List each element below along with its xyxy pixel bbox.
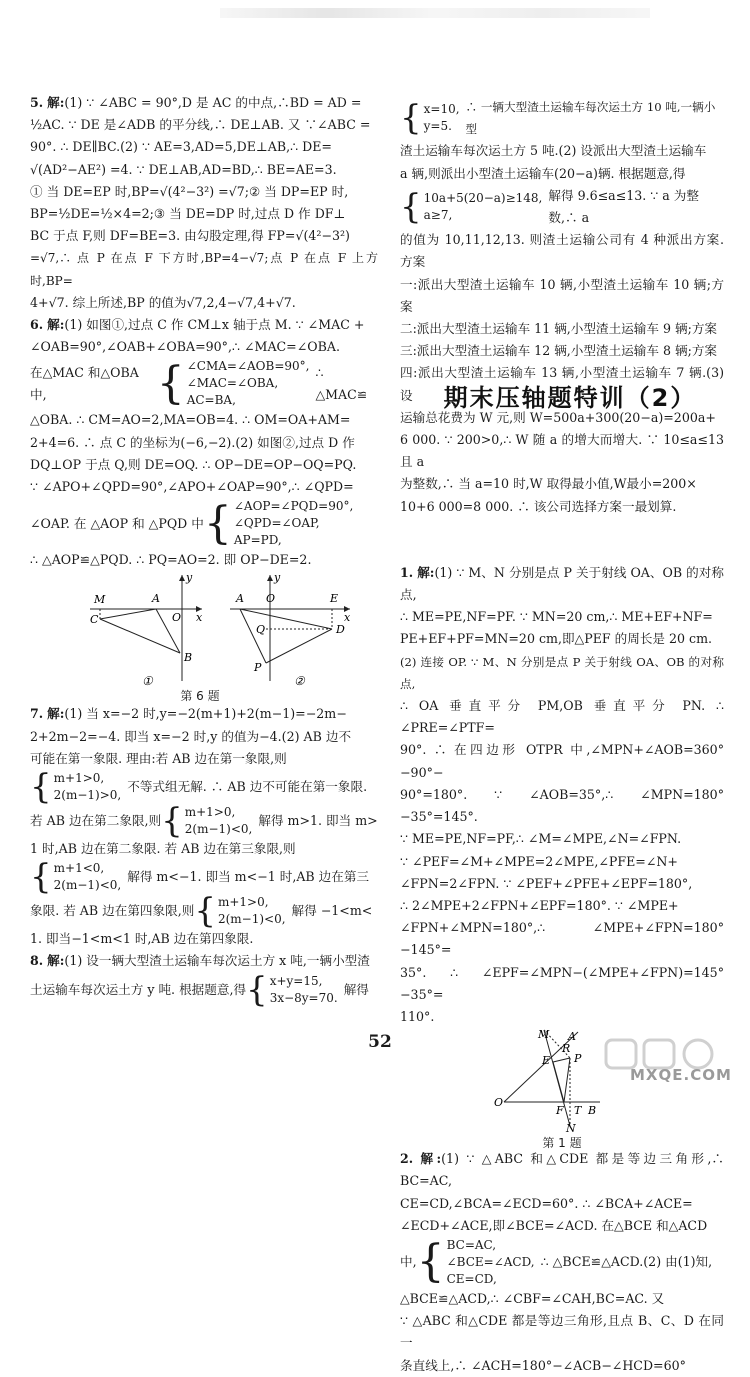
- point-label: B: [588, 1104, 597, 1118]
- answer-text: 四:派出大型渣土运输车 13 辆,小型渣土运输车 7 辆.(3) 设: [400, 365, 724, 403]
- answer-text: ∴ 2∠MPE+2∠FPN+∠EPF=180°. ∵ ∠MPE+: [400, 897, 679, 913]
- point-label: O: [266, 592, 276, 606]
- system-lines: [447, 1237, 535, 1288]
- axis-label: y: [186, 571, 193, 585]
- answer-text: △BCE≌△ACD,∴ ∠CBF=∠CAH,BC=AC. 又: [400, 1290, 665, 1306]
- answer-text: 1. 即当−1<m<1 时,AB 边在第四象限.: [30, 931, 254, 947]
- point-label: F: [556, 1104, 564, 1118]
- left-brace: {: [400, 187, 422, 228]
- answer-text: 110°.: [400, 1008, 435, 1024]
- figure-1: [90, 571, 203, 688]
- answer-text: 1 时,AB 边在第二象限. 若 AB 边在第三象限,则: [30, 841, 296, 857]
- left-brace: {: [416, 1236, 445, 1288]
- figure-number: ①: [142, 674, 153, 689]
- system-lines: [54, 770, 122, 804]
- system-line: ∠AOP=∠PQD=90°,: [233, 499, 354, 514]
- answer-text: 90°. ∴ 在四边形 OTPR 中,∠MPN+∠AOB=360°−90°−: [400, 742, 724, 780]
- system-line: 2(m−1)<0,: [217, 912, 286, 927]
- answer-text: 6 000. ∵ 200>0,∴ W 随 a 的增大而增大. ∵ 10≤a≤13 且 a: [400, 432, 724, 470]
- question-number: 8.: [30, 953, 44, 969]
- answer-text: ∠OAP. 在 △AOP 和 △PQD 中: [30, 515, 204, 531]
- segment: [100, 619, 180, 653]
- question-5: [30, 92, 378, 314]
- system-line: m+1>0,: [184, 805, 236, 820]
- equation-system: [30, 969, 378, 1010]
- answer-text: 条直线上,∴ ∠ACH=180°−∠ACB−∠HCD=60°: [400, 1357, 686, 1373]
- point-label: E: [542, 1054, 551, 1068]
- answer-text: 渣土运输车每次运土方 5 吨.(2) 设派出大型渣土运输车: [400, 143, 707, 159]
- point-label: N: [566, 1122, 576, 1133]
- left-brace: {: [30, 767, 52, 808]
- point-label: A: [236, 592, 244, 606]
- system-line: 3x−8y=70.: [269, 990, 338, 1005]
- segment: [266, 629, 332, 663]
- point-label: E: [330, 592, 339, 606]
- question-number: 2.: [400, 1151, 414, 1167]
- point-label: A: [568, 1030, 576, 1044]
- point-label: C: [90, 613, 99, 627]
- point-label: P: [254, 661, 262, 675]
- point-label: R: [562, 1042, 571, 1056]
- answer-text: 一:派出大型渣土运输车 10 辆,小型渣土运输车 10 辆;方案: [400, 276, 724, 314]
- system-line: ∠QPD=∠OAP,: [233, 516, 320, 531]
- point-label: D: [336, 623, 345, 637]
- answer-text: PE+EF+PF=MN=20 cm,即△PEF 的周长是 20 cm.: [400, 631, 713, 647]
- system-line: x+y=15,: [269, 973, 323, 988]
- segment: [240, 609, 266, 663]
- system-line: m+1>0,: [217, 895, 269, 910]
- point-label: M: [94, 593, 106, 607]
- point-label: P: [574, 1052, 582, 1066]
- figure-q6-diagrams: [30, 571, 370, 689]
- equation-system: [400, 96, 724, 140]
- left-brace: {: [400, 98, 422, 139]
- system-line: 2(m−1)<0,: [53, 878, 122, 893]
- question-6: [30, 314, 378, 703]
- left-brace: {: [203, 497, 232, 549]
- system-lines: [54, 860, 122, 894]
- inequality-system: [30, 857, 378, 898]
- question-8-continued: [400, 96, 724, 518]
- equation-system: [30, 498, 378, 549]
- system-line: m+1>0,: [53, 771, 105, 786]
- segment-PF: [564, 1058, 570, 1102]
- answer-text: 解得 9.6≤a≤13. ∵ a 为整数,∴ a: [548, 187, 699, 226]
- answer-text: 二:派出大型渣土运输车 11 辆,小型渣土运输车 9 辆;方案: [400, 321, 718, 337]
- question-number: 7.: [30, 706, 44, 722]
- inequality-system: [30, 891, 378, 932]
- watermark-glyph: [606, 1040, 636, 1068]
- answer-text: (1) 如图①,过点 C 作 CM⊥x 轴于点 M. ∵ ∠MAC +: [64, 317, 365, 333]
- system-line: m+1<0,: [53, 861, 105, 876]
- page-number: 52: [368, 1032, 392, 1052]
- inequality-system: [400, 185, 724, 229]
- answer-text: ½AC. ∵ DE 是∠ADB 的平分线,∴ DE⊥AB. 又 ∵∠ABC =: [30, 117, 371, 133]
- answer-text: CE=CD,∠BCA=∠ECD=60°. ∴ ∠BCA+∠ACE=: [400, 1195, 693, 1211]
- answer-text: ∵ ∠PEF=∠M+∠MPE=2∠MPE,∠PFE=∠N+: [400, 853, 678, 869]
- system-line: 2(m−1)<0,: [184, 822, 253, 837]
- point-label: O: [172, 611, 182, 625]
- watermark-glyph: [684, 1040, 712, 1068]
- answer-text: (1) ∵ M、N 分别是点 P 关于射线 OA、OB 的对称点,: [400, 564, 724, 603]
- point-label: O: [494, 1096, 504, 1110]
- answer-text: (1) ∵ ∠ABC = 90°,D 是 AC 的中点,∴BD = AD =: [64, 95, 362, 110]
- answer-text: 90°. ∴ DE∥BC.(2) ∵ AE=3,AD=5,DE⊥AB,∴ DE=: [30, 139, 332, 155]
- answer-text: ∴ 一辆大型渣土运输车每次运土方 10 吨,一辆小型: [465, 100, 716, 137]
- point-label: Q: [256, 623, 266, 637]
- answer-text: 解得: [343, 981, 369, 997]
- answer-text: ① 当 DE=EP 时,BP=√(4²−3²) =√7;② 当 DP=EP 时,: [30, 183, 349, 199]
- system-line: AP=PD,: [233, 533, 282, 548]
- answer-label: 解:: [47, 317, 65, 333]
- system-line: 2(m−1)>0,: [53, 788, 122, 803]
- answer-text: ∴ △BCE≌△ACD.(2) 由(1)知,: [540, 1254, 713, 1270]
- watermark-url: MXQE.COM: [630, 1066, 732, 1084]
- system-lines: [218, 894, 286, 928]
- point-label: M: [538, 1028, 550, 1042]
- system-lines: [424, 190, 543, 224]
- question-7: [30, 703, 378, 950]
- system-line: ∠CMA=∠AOB=90°,: [186, 359, 310, 374]
- axis-label: y: [274, 571, 281, 585]
- answer-text: BP=½DE=½×4=2;③ 当 DE=DP 时,过点 D 作 DF⊥: [30, 206, 346, 222]
- answer-text: 2+2m−2=−4. 即当 x=−2 时,y 的值为−4.(2) AB 边不: [30, 728, 352, 744]
- section-spacer: [400, 518, 724, 562]
- right-column: [400, 96, 724, 1377]
- answer-text: 解得 m<−1. 即当 m<−1 时,AB 边在第三: [127, 869, 370, 885]
- equation-system: [30, 358, 378, 409]
- answer-text: (1) 设一辆大型渣土运输车每次运土方 x 吨,一辆小型渣: [64, 953, 370, 969]
- answer-text: DQ⊥OP 于点 Q,则 DE=OQ. ∴ OP−DE=OP−OQ=PQ.: [30, 456, 357, 472]
- segment: [240, 609, 332, 629]
- answer-text: (1) ∵ △ABC 和△CDE 都是等边三角形,∴ BC=AC,: [400, 1151, 724, 1189]
- answer-text: 运输总花费为 W 元,则 W=500a+300(20−a)=200a+: [400, 409, 716, 425]
- answer-text: ∴ △MAC≌: [315, 364, 368, 402]
- arrow-icon: [179, 575, 185, 581]
- figure-caption: 第 6 题: [180, 689, 220, 704]
- answer-text: 若 AB 边在第二象限,则: [30, 812, 162, 828]
- system-line: ∠BCE=∠ACD,: [446, 1254, 535, 1269]
- system-line: CE=CD,: [446, 1271, 497, 1286]
- axis-label: x: [196, 611, 203, 625]
- answer-text: 35°. ∴ ∠EPF=∠MPN−(∠MPE+∠FPN)=145°−35°=: [400, 964, 724, 1002]
- answer-text: 中,: [400, 1254, 417, 1270]
- left-brace: {: [246, 969, 268, 1010]
- left-brace: {: [156, 357, 185, 409]
- answer-text: 的值为 10,11,12,13. 则渣土运输公司有 4 种派出方案. 方案: [400, 232, 724, 270]
- answer-text: ∴ OA 垂直平分 PM,OB 垂直平分 PN. ∴ ∠PRE=∠PTF=: [400, 698, 724, 736]
- answer-label: 解:: [47, 953, 65, 969]
- system-line: a≥7,: [423, 208, 453, 223]
- system-line: x=10,: [423, 102, 460, 117]
- question-8: [30, 950, 378, 1010]
- system-line: BC=AC,: [446, 1237, 497, 1252]
- answer-text: 可能在第一象限. 理由:若 AB 边在第一象限,则: [30, 750, 287, 766]
- inequality-system: [30, 801, 378, 842]
- blurred-header-strip: [220, 8, 650, 18]
- answer-text: ∴ ME=PE,NF=PF. ∵ MN=20 cm,∴ ME+EF+NF=: [400, 609, 713, 625]
- answer-text: 不等式组无解. ∴ AB 边不可能在第一象限.: [127, 778, 368, 794]
- point-label: T: [574, 1104, 582, 1118]
- answer-text: a 辆,则派出小型渣土运输车(20−a)辆. 根据题意,得: [400, 165, 686, 181]
- left-column: [30, 92, 378, 1010]
- answer-label: 解:: [420, 1151, 442, 1167]
- answer-text: 2+4=6. ∴ 点 C 的坐标为(−6,−2).(2) 如图②,过点 D 作: [30, 434, 355, 450]
- answer-text: ∠OAB=90°,∠OAB+∠OBA=90°,∴ ∠MAC=∠OBA.: [30, 339, 340, 355]
- answer-text: 象限. 若 AB 边在第四象限,则: [30, 903, 195, 919]
- system-line: AC=BA,: [186, 393, 236, 408]
- answer-text: 解得 m>1. 即当 m>: [258, 812, 378, 828]
- answer-text: (2) 连接 OP. ∵ M、N 分别是点 P 关于射线 OA、OB 的对称点,: [400, 654, 724, 691]
- system-lines: [187, 358, 310, 409]
- system-lines: [234, 498, 353, 549]
- answer-text: 在△MAC 和△OBA 中,: [30, 364, 139, 402]
- system-lines: [270, 973, 338, 1007]
- figure-number: ②: [294, 674, 305, 689]
- answer-text: (1) 当 x=−2 时,y=−2(m+1)+2(m−1)=−2m−: [64, 706, 347, 722]
- point-label: B: [184, 651, 193, 665]
- question-number: 1.: [400, 564, 414, 580]
- answer-label: 解:: [47, 706, 65, 722]
- answer-text: 三:派出大型渣土运输车 12 辆,小型渣土运输车 8 辆;方案: [400, 343, 718, 359]
- arrow-icon: [267, 575, 273, 581]
- answer-text: 土运输车每次运土方 y 吨. 根据题意,得: [30, 981, 247, 997]
- segment-PE: [553, 1058, 570, 1062]
- answer-text: 90°=180°. ∵ ∠AOB=35°,∴ ∠MPN=180°−35°=145°.: [400, 786, 724, 825]
- inequality-system: [30, 767, 378, 808]
- question-number: 6.: [30, 317, 44, 333]
- figure-caption: 第 1 题: [542, 1136, 582, 1151]
- answer-text: ∵ ME=PE,NF=PF,∴ ∠M=∠MPE,∠N=∠FPN.: [400, 831, 682, 847]
- left-brace: {: [161, 801, 183, 842]
- system-line: 10a+5(20−a)≥148,: [423, 191, 543, 206]
- axis-label: x: [344, 611, 351, 625]
- question-2: [400, 1148, 724, 1377]
- section-title: 期末压轴题特训（2）: [443, 384, 697, 412]
- answer-text: ∵ △ABC 和△CDE 都是等边三角形,且点 B、C、D 在同一: [400, 1313, 724, 1351]
- figure-q6: [30, 571, 378, 703]
- answer-text: BC 于点 F,则 DF=BE=3. 由勾股定理,得 FP=√(4²−3²): [30, 228, 350, 244]
- system-lines: [424, 101, 460, 135]
- answer-text: 为整数,∴ 当 a=10 时,W 取得最小值,W最小=200×: [400, 476, 697, 492]
- answer-text: ∴ △AOP≌△PQD. ∴ PQ=AO=2. 即 OP−DE=2.: [30, 552, 312, 568]
- point-label: A: [152, 592, 160, 606]
- answer-text: ∠ECD+∠ACE,即∠BCE=∠ACD. 在△BCE 和△ACD: [400, 1217, 708, 1233]
- answer-text: ∠FPN+∠MPN=180°,∴ ∠MPE+∠FPN=180°−145°=: [400, 920, 724, 958]
- system-line: y=5.: [423, 119, 452, 134]
- answer-text: ∠FPN=2∠FPN. ∵ ∠PEF+∠PFE+∠EPF=180°,: [400, 875, 693, 891]
- answer-text: ∵ ∠APO+∠QPD=90°,∠APO+∠OAP=90°,∴ ∠QPD=: [30, 479, 354, 495]
- answer-label: 解:: [47, 95, 65, 110]
- left-brace: {: [194, 891, 216, 932]
- answer-text: 解得 −1<m<: [291, 903, 373, 919]
- equation-system: [400, 1237, 724, 1288]
- answer-text: △OBA. ∴ CM=AO=2,MA=OB=4. ∴ OM=OA+AM=: [30, 412, 351, 428]
- segment: [100, 609, 156, 619]
- figure-2: [230, 571, 351, 688]
- segment-EF: [553, 1062, 564, 1102]
- answer-label: 解:: [417, 564, 435, 580]
- answer-text: √(AD²−AE²) =4. ∵ DE⊥AB,AD=BD,∴ BE=AE=3.: [30, 161, 337, 177]
- question-number: 5.: [30, 95, 44, 110]
- answer-text: 4+√7. 综上所述,BP 的值为√7,2,4−√7,4+√7.: [30, 294, 296, 310]
- left-brace: {: [30, 857, 52, 898]
- watermark-glyph: [644, 1040, 674, 1068]
- system-lines: [185, 804, 253, 838]
- answer-text: 10+6 000=8 000. ∴ 该公司选择方案一最划算.: [400, 498, 677, 514]
- system-line: ∠MAC=∠OBA,: [186, 376, 279, 391]
- answer-text: =√7,∴ 点 P 在点 F 下方时,BP=4−√7;点 P 在点 F 上方时,BP=: [30, 251, 378, 288]
